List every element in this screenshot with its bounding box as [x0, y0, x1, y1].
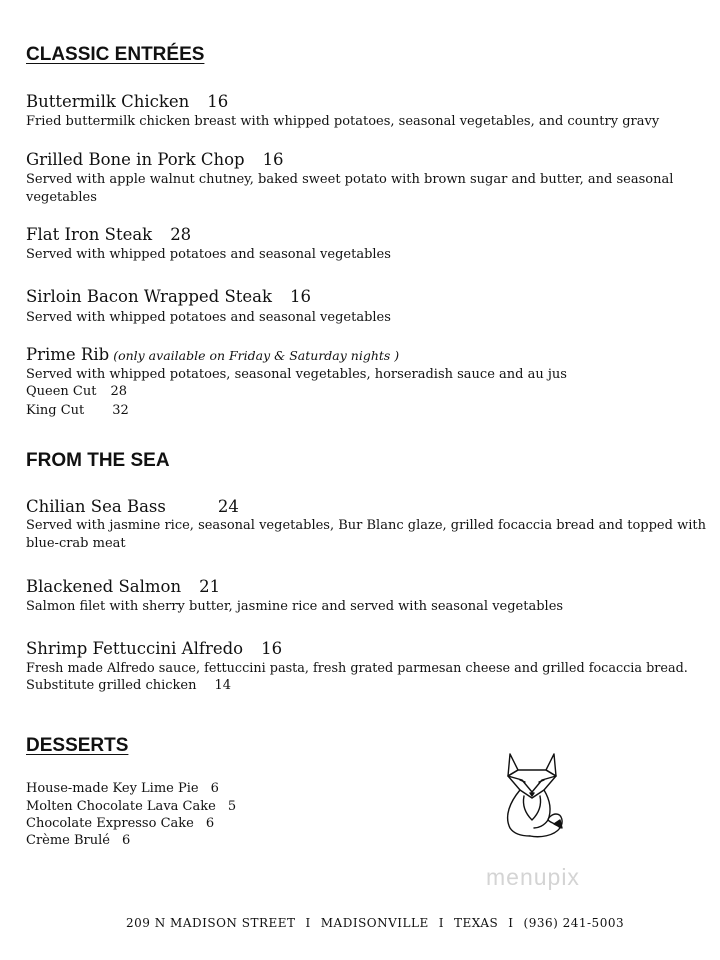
dessert-price: 5: [227, 799, 237, 814]
dessert-item: [26, 832, 130, 850]
item-description: Served with whipped potatoes, seasonal vegetables, horseradish sauce and au jus: [26, 367, 567, 382]
dessert-item: [26, 780, 219, 798]
footer-separator: I: [508, 916, 514, 930]
item-price: 28: [170, 225, 192, 244]
cut-price: 28: [110, 384, 128, 399]
menu-item-name: [26, 92, 228, 111]
dessert-item: [26, 815, 214, 833]
footer-phone: (936) 241-5003: [523, 916, 625, 930]
menu-item-name: [26, 150, 284, 169]
menu-item-name-prime-rib: [26, 345, 399, 364]
footer-address: [126, 916, 624, 930]
cut-option: [26, 403, 129, 418]
item-description: Served with whipped potatoes and seasonal vegetables: [26, 247, 391, 262]
dessert-price: 6: [210, 781, 219, 796]
cut-name: King Cut: [26, 403, 85, 418]
menu-item-name: [26, 639, 282, 658]
substitute-option: [26, 678, 231, 693]
item-price: 16: [290, 287, 312, 306]
item-description: Served with apple walnut chutney, baked sweet potato with brown sugar and butter, and seasonal vegetables: [26, 172, 674, 205]
section-title-from-the-sea: FROM THE SEA: [26, 450, 170, 471]
item-name-text: Flat Iron Steak: [26, 225, 153, 244]
item-name-text: Grilled Bone in Pork Chop: [26, 150, 245, 169]
footer-separator: I: [305, 916, 311, 930]
substitute-name: Substitute grilled chicken: [26, 678, 197, 693]
menu-item-name: [26, 577, 220, 596]
item-description: Served with whipped potatoes and seasonal vegetables: [26, 310, 391, 325]
menu-item-name: [26, 287, 311, 306]
item-price: 16: [207, 92, 229, 111]
item-name-text: Sirloin Bacon Wrapped Steak: [26, 287, 273, 306]
menu-item-name: [26, 497, 239, 516]
item-description: Fresh made Alfredo sauce, fettuccini pasta, fresh grated parmesan cheese and grilled focaccia bread.: [26, 661, 688, 676]
cut-option: [26, 384, 127, 399]
section-title-classic-entrees: CLASSIC ENTRÉES: [26, 44, 205, 65]
item-name-text: Buttermilk Chicken: [26, 92, 190, 111]
cut-price: 32: [112, 403, 129, 418]
item-description: Served with jasmine rice, seasonal vegetables, Bur Blanc glaze, grilled focaccia bread and topped with blue-crab meat: [26, 518, 706, 551]
dessert-name: Chocolate Expresso Cake: [26, 816, 194, 831]
item-name-text: Shrimp Fettuccini Alfredo: [26, 639, 244, 658]
item-name-text: Chilian Sea Bass: [26, 497, 166, 516]
dessert-name: Molten Chocolate Lava Cake: [26, 799, 216, 814]
menu-item-name: [26, 225, 191, 244]
watermark-text: menupix: [486, 864, 580, 890]
fox-logo-icon: [496, 748, 568, 840]
footer-separator: I: [438, 916, 444, 930]
section-title-desserts: DESSERTS: [26, 735, 129, 756]
footer-city: MADISONVILLE: [320, 916, 429, 930]
dessert-item: [26, 798, 236, 816]
dessert-price: 6: [205, 816, 215, 831]
dessert-price: 6: [122, 833, 131, 848]
dessert-name: Crème Brulé: [26, 833, 110, 848]
substitute-price: 14: [214, 678, 232, 693]
item-price: 21: [199, 577, 221, 596]
cut-name: Queen Cut: [26, 384, 97, 399]
item-price: 24: [217, 497, 239, 516]
footer-state: TEXAS: [454, 916, 499, 930]
item-name-text: Blackened Salmon: [26, 577, 182, 596]
dessert-name: House-made Key Lime Pie: [26, 781, 199, 796]
footer-street: 209 N MADISON STREET: [126, 916, 296, 930]
item-price: 16: [261, 639, 283, 658]
availability-note: (only available on Friday & Saturday nights ): [113, 348, 400, 363]
item-price: 16: [262, 150, 284, 169]
item-description: Fried buttermilk chicken breast with whipped potatoes, seasonal vegetables, and country gravy: [26, 114, 660, 129]
item-description: Salmon filet with sherry butter, jasmine rice and served with seasonal vegetables: [26, 599, 564, 614]
item-name-text: Prime Rib: [26, 345, 110, 364]
